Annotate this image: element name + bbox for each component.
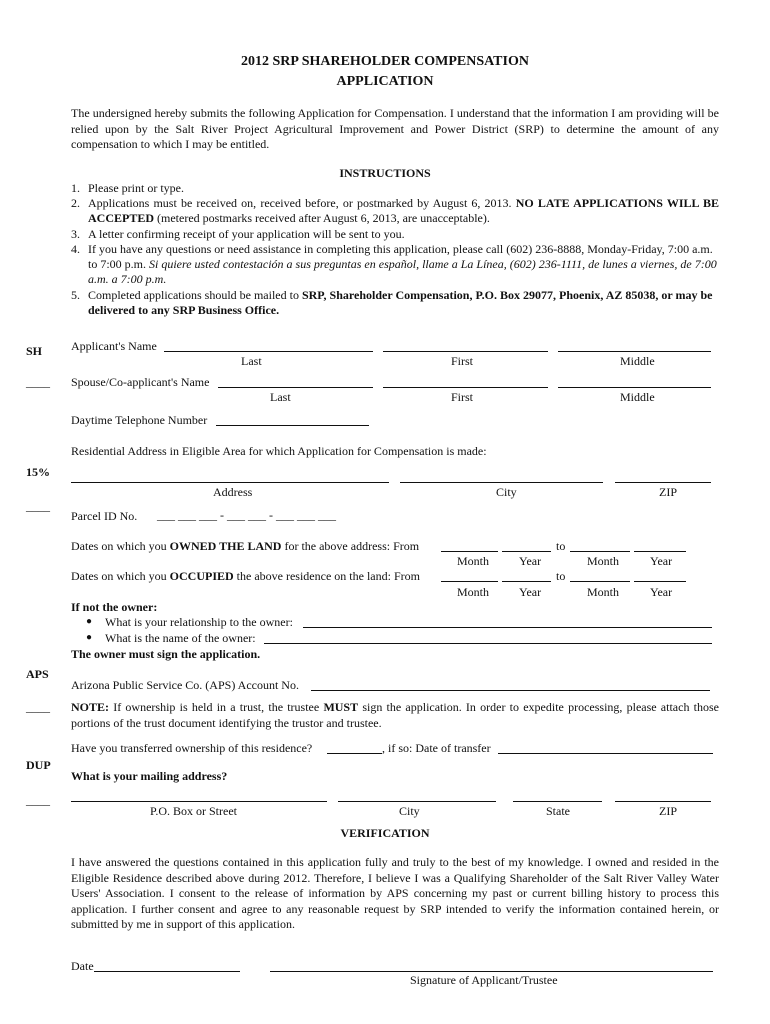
parcel-label: Parcel ID No.: [71, 509, 138, 523]
margin-blank: ____: [26, 700, 50, 714]
spouse-middle-field[interactable]: [558, 387, 711, 388]
city-caption: City: [496, 485, 517, 499]
signature-caption: Signature of Applicant/Trustee: [410, 973, 558, 987]
owned-from-year[interactable]: [502, 551, 551, 552]
margin-code-dup: DUP: [26, 758, 51, 772]
month-caption: Month: [457, 585, 490, 599]
instruction-5: 5. Completed applications should be mailed to SRP, Shareholder Compensation, P.O. Box 29077, Phoenix, AZ 85038, or may be delivered to any SRP Business Office.: [71, 288, 713, 317]
occupied-from-month[interactable]: [441, 581, 498, 582]
relationship-label: What is your relationship to the owner:: [105, 615, 293, 629]
instruction-3: 3. A letter confirming receipt of your application will be sent to you.: [71, 227, 405, 241]
spouse-first-field[interactable]: [383, 387, 548, 388]
date-label: Date: [71, 959, 94, 973]
occupied-to-month[interactable]: [570, 581, 630, 582]
year-caption: Year: [519, 554, 542, 568]
trust-note: NOTE: If ownership is held in a trust, the trustee MUST sign the application. In order to expedite processing, please attach those portions of the trust document identifying the trustor and trustee.: [71, 700, 719, 730]
phone-label: Daytime Telephone Number: [71, 413, 208, 427]
owned-to-month[interactable]: [570, 551, 630, 552]
city-caption: City: [399, 804, 420, 818]
date-field[interactable]: [94, 971, 240, 972]
spouse-name-label: Spouse/Co-applicant's Name: [71, 375, 210, 389]
verification-paragraph: I have answered the questions contained in this application fully and truly to the best of my knowledge. I owned and resided in the Eligible Residence described above during 2012. Therefore, I believe I was a Qualifying Shareholder of the Salt River Valley Water Users' Association. I consent to the release of information by APS concerning my past or current billing history to process this application. I further consent and agree to any reasonable request by SRP intended to verify the information contained herein, or submitted by me in support of this application.: [71, 855, 719, 931]
not-owner-heading: If not the owner:: [71, 600, 158, 614]
form-title: 2012 SRP SHAREHOLDER COMPENSATION: [241, 54, 529, 69]
to-label: to: [556, 569, 566, 583]
first-caption: First: [451, 390, 474, 404]
bullet-icon: ●: [86, 616, 93, 627]
residential-address-heading: Residential Address in Eligible Area for which Application for Compensation is made:: [71, 444, 487, 458]
margin-code-aps: APS: [26, 667, 49, 681]
applicant-middle-field[interactable]: [558, 351, 711, 352]
margin-blank: ____: [26, 793, 50, 807]
month-caption: Month: [457, 554, 490, 568]
address-caption: Address: [213, 485, 253, 499]
instruction-1: 1. Please print or type.: [71, 181, 184, 195]
owned-to-year[interactable]: [634, 551, 686, 552]
aps-account-field[interactable]: [311, 690, 710, 691]
owner-name-label: What is the name of the owner:: [105, 631, 256, 645]
aps-account-label: Arizona Public Service Co. (APS) Account No.: [71, 678, 299, 692]
transfer-question: Have you transferred ownership of this residence?: [71, 741, 313, 755]
transfer-date-label: , if so: Date of transfer: [382, 741, 491, 755]
verification-heading: VERIFICATION: [340, 826, 430, 840]
owned-dates-label: Dates on which you OWNED THE LAND for the above address: From: [71, 539, 420, 553]
pobox-caption: P.O. Box or Street: [150, 804, 237, 818]
parcel-id-field[interactable]: ___ ___ ___ - ___ ___ - ___ ___ ___: [157, 508, 336, 522]
city-field[interactable]: [400, 482, 603, 483]
margin-blank: ____: [26, 375, 50, 389]
zip-caption: ZIP: [659, 804, 677, 818]
transfer-date-field[interactable]: [498, 753, 713, 754]
zip-caption: ZIP: [659, 485, 677, 499]
margin-code-sh: SH: [26, 344, 43, 358]
occupied-from-year[interactable]: [502, 581, 551, 582]
zip-field[interactable]: [615, 482, 711, 483]
mailing-state-field[interactable]: [513, 801, 602, 802]
first-caption: First: [451, 354, 474, 368]
applicant-name-label: Applicant's Name: [71, 339, 157, 353]
occupied-to-year[interactable]: [634, 581, 686, 582]
state-caption: State: [546, 804, 570, 818]
mailing-zip-field[interactable]: [615, 801, 711, 802]
instruction-4: 4. If you have any questions or need assistance in completing this application, please call (602) 236-8888, Monday-Friday, 7:00 a.m. to 7:00 p.m. Si quiere usted contestación a sus preguntas en español, llame a La Línea, (602) 236-1111, de lunes a viernes, de 7:00 a.m. a 7:00 p.m.: [71, 242, 717, 286]
margin-blank: ____: [26, 499, 50, 513]
to-label: to: [556, 539, 566, 553]
bullet-icon: ●: [86, 632, 93, 643]
last-caption: Last: [270, 390, 291, 404]
owned-from-month[interactable]: [441, 551, 498, 552]
middle-caption: Middle: [620, 390, 655, 404]
phone-field[interactable]: [216, 425, 369, 426]
signature-field[interactable]: [270, 971, 713, 972]
relationship-field[interactable]: [303, 627, 712, 628]
occupied-dates-label: Dates on which you OCCUPIED the above residence on the land: From: [71, 569, 420, 583]
owner-name-field[interactable]: [264, 643, 712, 644]
margin-code-pct: 15%: [26, 465, 50, 479]
mailing-street-field[interactable]: [71, 801, 327, 802]
month-caption: Month: [587, 554, 620, 568]
instruction-2: 2. Applications must be received on, received before, or postmarked by August 6, 2013. NO LATE APPLICATIONS WILL BE ACCEPTED (metered postmarks received after August 6, 2013, are unacceptable).: [71, 196, 719, 225]
year-caption: Year: [650, 554, 673, 568]
intro-paragraph: The undersigned hereby submits the following Application for Compensation. I understand that the information I am providing will be relied upon by the Salt River Project Agricultural Improvement and Power District (SRP) to determine the amount of any compensation to which I may be entitled.: [71, 106, 719, 151]
applicant-last-field[interactable]: [164, 351, 373, 352]
last-caption: Last: [241, 354, 262, 368]
middle-caption: Middle: [620, 354, 655, 368]
instructions-heading: INSTRUCTIONS: [339, 166, 431, 180]
owner-must-sign: The owner must sign the application.: [71, 647, 261, 661]
transfer-answer-field[interactable]: [327, 753, 382, 754]
mailing-city-field[interactable]: [338, 801, 496, 802]
mailing-heading: What is your mailing address?: [71, 769, 228, 783]
spouse-last-field[interactable]: [218, 387, 373, 388]
year-caption: Year: [519, 585, 542, 599]
year-caption: Year: [650, 585, 673, 599]
applicant-first-field[interactable]: [383, 351, 548, 352]
address-field[interactable]: [71, 482, 389, 483]
month-caption: Month: [587, 585, 620, 599]
form-subtitle: APPLICATION: [336, 74, 434, 89]
